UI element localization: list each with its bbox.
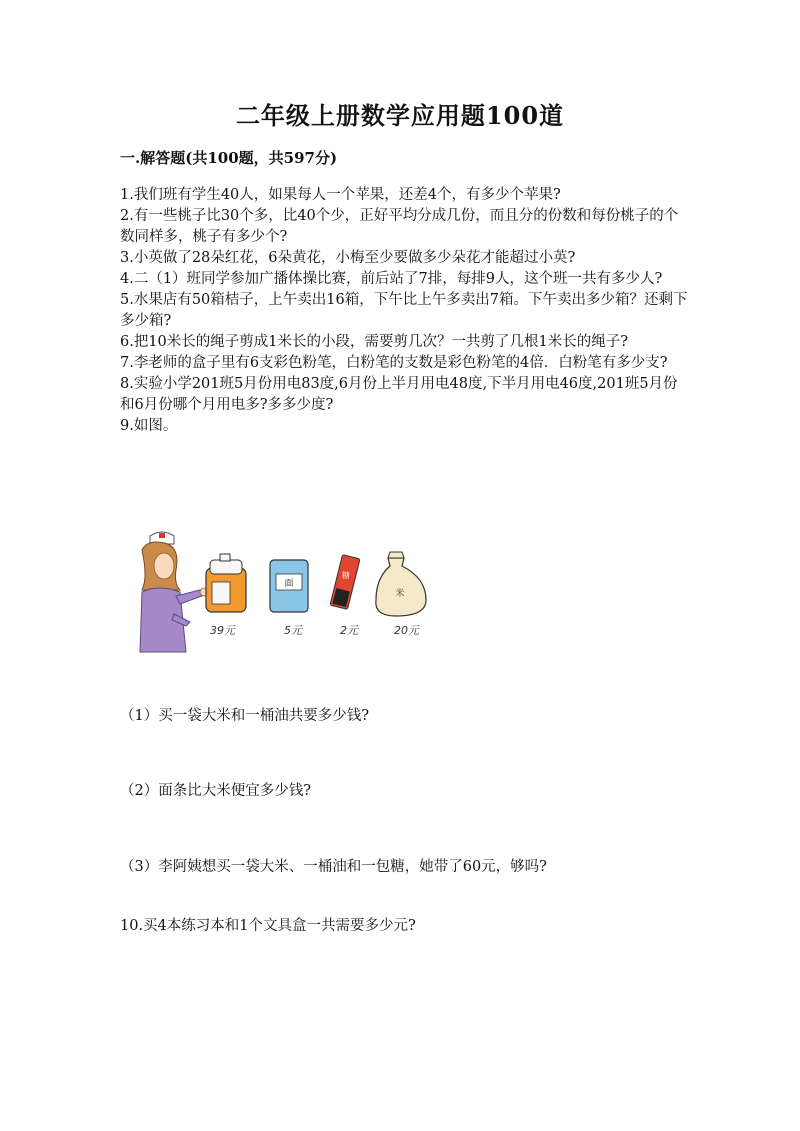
question-10: 10.买4本练习本和1个文具盒一共需要多少元? [120,918,416,934]
subquestion-1: （1）买一袋大米和一桶油共要多少钱? [120,708,369,724]
noodle-label: 面 [284,579,294,589]
candy-label: 糖 [342,571,350,580]
oil-price: 39元 [210,624,235,637]
rice-label: 米 [395,589,405,599]
question-1: 1.我们班有学生40人，如果每人一个苹果，还差4个，有多少个苹果? [120,187,561,203]
question-2: 2.有一些桃子比30个多，比40个少，正好平均分成几份，而且分的份数和每份桃子的个数同样多，桃子有多少个? [120,208,679,245]
question-7: 7.李老师的盒子里有6支彩色粉笔，白粉笔的支数是彩色粉笔的4倍．白粉笔有多少支? [120,355,668,371]
question-9-figure [128,530,448,658]
question-list [120,185,690,437]
question-4: 4.二（1）班同学参加广播体操比赛，前后站了7排，每排9人，这个班一共有多少人? [120,271,663,287]
oil-bottle-icon [206,554,246,612]
question-5: 5.水果店有50箱桔子，上午卖出16箱，下午比上午多卖出7箱。下午卖出多少箱？还剩下多少箱? [120,292,688,329]
teacher-illustration [140,532,208,652]
noodle-price: 5元 [284,624,302,637]
candy-price: 2元 [340,624,358,637]
question-9: 9.如图。 [120,418,178,434]
rice-bag-icon [376,552,426,616]
noodle-pack-icon [270,560,308,612]
section-heading: 一.解答题(共100题，共597分) [120,149,338,167]
question-8: 8.实验小学201班5月份用电83度,6月份上半月用电48度,下半月用电46度,201班5月份和6月份哪个月用电多?多多少度? [120,376,678,413]
subquestion-2: （2）面条比大米便宜多少钱? [120,783,311,799]
page-title: 二年级上册数学应用题100道 [235,101,565,130]
question-6: 6.把10米长的绳子剪成1米长的小段，需要剪几次？一共剪了几根1米长的绳子? [120,334,629,350]
subquestion-3: （3）李阿姨想买一袋大米、一桶油和一包糖，她带了60元，够吗? [120,859,547,875]
rice-price: 20元 [394,624,419,637]
question-3: 3.小英做了28朵红花，6朵黄花，小梅至少要做多少朵花才能超过小英? [120,250,576,266]
candy-pack-icon [330,555,360,610]
